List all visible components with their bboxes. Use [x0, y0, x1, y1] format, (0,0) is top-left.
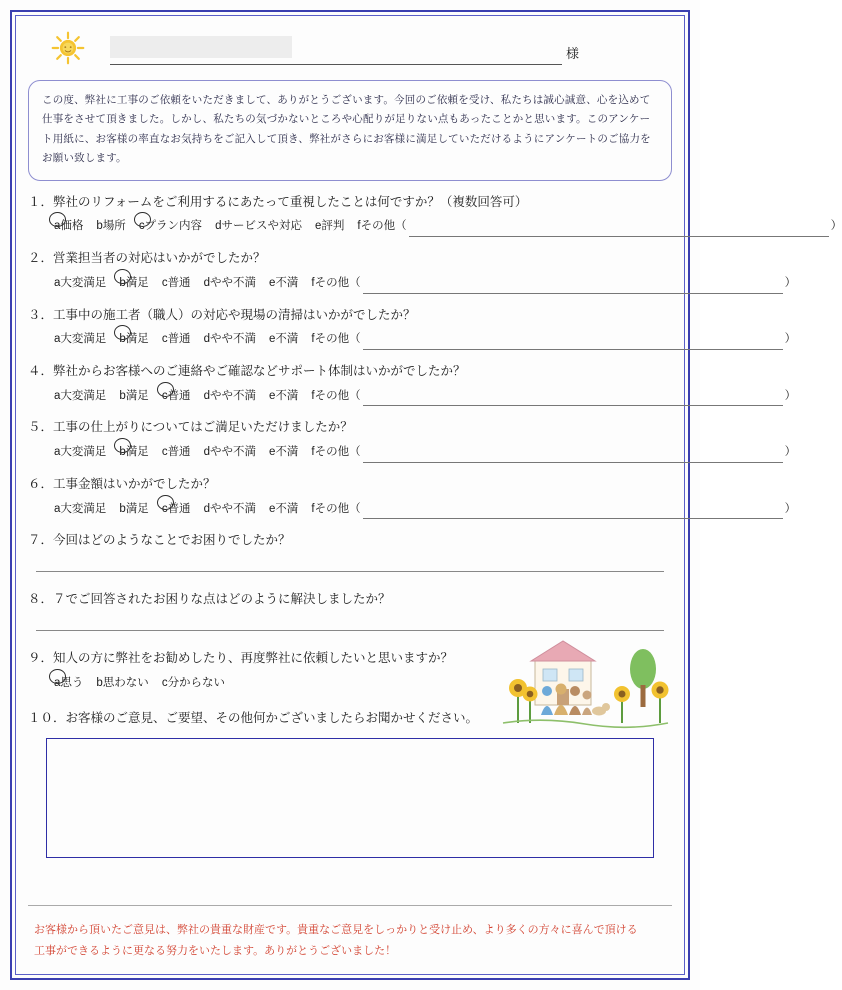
choice-4-b[interactable]: [119, 386, 148, 407]
choice-mark: a: [54, 389, 61, 402]
choice-label: 大変満足: [60, 333, 107, 346]
question-title-6: [28, 475, 672, 494]
choice-mark: b: [119, 273, 125, 294]
question-number-5: ５．: [28, 420, 54, 435]
choices-5: [28, 442, 797, 463]
choice-label: 満足: [125, 276, 149, 289]
choice-mark: d: [203, 502, 210, 515]
choice-1-other[interactable]: [357, 216, 842, 237]
choice-mark: c: [161, 333, 168, 346]
choice-label: 大変満足: [60, 446, 107, 459]
choice-label: 思う: [60, 676, 84, 689]
choice-mark: d: [203, 389, 210, 402]
choice-mark: d: [215, 220, 222, 233]
choice-3-b[interactable]: [119, 329, 148, 350]
choice-mark: b: [119, 502, 126, 515]
question-block-3: [28, 306, 797, 350]
choice-6-other[interactable]: [311, 499, 796, 520]
choice-label: 大変満足: [60, 389, 107, 402]
choice-label: やや不満: [209, 276, 256, 289]
choice-5-e[interactable]: [269, 442, 298, 463]
question-block-10: [28, 709, 672, 858]
question-text-6: 工事金額はいかがでしたか？: [53, 476, 216, 491]
choice-label: その他（: [360, 220, 407, 233]
choice-2-a[interactable]: [54, 273, 106, 294]
choice-2-c[interactable]: [162, 273, 191, 294]
choice-1-b[interactable]: [96, 216, 125, 237]
choice-1-e[interactable]: [315, 216, 344, 237]
choice-mark: f: [311, 446, 315, 459]
choice-5-other[interactable]: [311, 442, 796, 463]
question-title-4: [28, 362, 672, 381]
comment-textarea[interactable]: [46, 738, 654, 858]
name-suffix-label: 様: [566, 46, 580, 61]
choice-mark: b: [96, 676, 103, 689]
choice-4-e[interactable]: [269, 386, 298, 407]
choice-mark: c: [161, 276, 168, 289]
choice-label: 普通: [167, 333, 191, 346]
choice-mark: d: [203, 333, 210, 346]
question-text-8: ７でご回答されたお困りな点はどのように解決しましたか？: [53, 592, 391, 607]
choice-label: 満足: [125, 333, 149, 346]
choice-9-c[interactable]: [162, 673, 225, 694]
choice-mark: e: [268, 333, 276, 346]
header: [28, 28, 672, 74]
page-content: [28, 28, 842, 964]
choice-mark: f: [311, 333, 315, 346]
question-block-5: [28, 418, 797, 462]
choice-mark: e: [268, 446, 276, 459]
choice-label: 不満: [275, 389, 299, 402]
choice-label: 満足: [125, 446, 149, 459]
choice-2-d[interactable]: [204, 273, 256, 294]
choice-5-d[interactable]: [204, 442, 256, 463]
choice-label: 大変満足: [60, 502, 107, 515]
question-text-7: 今回はどのようなことでお困りでしたか？: [53, 533, 291, 548]
footer-message: [28, 920, 672, 962]
footer-divider: [28, 905, 672, 906]
choice-4-c[interactable]: [162, 386, 191, 407]
choice-3-e[interactable]: [269, 329, 298, 350]
choice-mark: c: [162, 499, 168, 520]
choice-close: ）: [830, 220, 842, 233]
customer-name-field[interactable]: [110, 36, 292, 58]
choice-label: 普通: [167, 276, 191, 289]
choice-6-b[interactable]: [119, 499, 148, 520]
choice-close: ）: [784, 333, 797, 346]
choice-mark: a: [54, 276, 61, 289]
choice-label: 普通: [167, 446, 191, 459]
footer-line-2: 工事ができるように更なる努力をいたします。ありがとうございました！: [34, 945, 397, 958]
choice-close: ）: [784, 276, 797, 289]
choice-label: 普通: [167, 389, 191, 402]
choices-4: [28, 386, 797, 407]
choice-mark: c: [162, 386, 168, 407]
choice-2-other[interactable]: [311, 273, 796, 294]
choice-label: その他（: [314, 446, 361, 459]
choice-label: 不満: [275, 276, 299, 289]
choice-5-b[interactable]: [119, 442, 148, 463]
choice-3-other-input[interactable]: [363, 338, 783, 350]
question-number-6: ６．: [28, 476, 54, 491]
choice-6-other-input[interactable]: [363, 507, 783, 519]
choice-label: 大変満足: [60, 276, 107, 289]
question-text-1: 弊社のリフォームをご利用するにあたって重視したことは何ですか？（複数回答可）: [53, 194, 528, 209]
choice-label: その他（: [314, 389, 361, 402]
choice-close: ）: [784, 389, 797, 402]
choice-4-other[interactable]: [311, 386, 796, 407]
choice-label: 満足: [125, 389, 149, 402]
choice-mark: e: [268, 276, 276, 289]
choice-mark: a: [54, 446, 61, 459]
question-text-3: 工事中の施工者（職人）の対応や現場の清掃はいかがでしたか？: [53, 307, 416, 322]
choice-6-c[interactable]: [162, 499, 191, 520]
choice-mark: b: [96, 220, 103, 233]
choice-mark: c: [161, 676, 168, 689]
question-number-7: ７．: [28, 533, 54, 548]
choice-mark: e: [314, 220, 322, 233]
answer-input-8[interactable]: [36, 629, 664, 631]
choice-mark: c: [139, 216, 145, 237]
choice-4-other-input[interactable]: [363, 394, 783, 406]
choice-3-a[interactable]: [54, 329, 106, 350]
question-block-9: [28, 649, 672, 693]
choices-3: [28, 329, 797, 350]
choice-3-other[interactable]: [311, 329, 796, 350]
choice-1-other-input[interactable]: [409, 225, 829, 237]
choice-label: その他（: [314, 276, 361, 289]
choice-3-d[interactable]: [204, 329, 256, 350]
choice-label: その他（: [314, 502, 361, 515]
choice-1-d[interactable]: [215, 216, 302, 237]
question-title-2: [28, 249, 672, 268]
question-title-8: [28, 590, 672, 609]
question-block-8: [28, 590, 672, 631]
choice-6-e[interactable]: [269, 499, 298, 520]
choice-2-b[interactable]: [119, 273, 148, 294]
choice-label: 不満: [275, 502, 299, 515]
choice-mark: b: [119, 442, 125, 463]
answer-input-7[interactable]: [36, 570, 664, 572]
choice-mark: f: [311, 276, 315, 289]
choice-label: その他（: [314, 333, 361, 346]
sun-icon: [50, 30, 86, 66]
intro-text-box: この度、弊社に工事のご依頼をいただきまして、ありがとうございます。今回のご依頼を受け、私たちは誠心誠意、心を込めて仕事をさせて頂きました。しかし、私たちの気づかないところや心配りが足りない点もあったことかと思います。このアンケート用紙に、お客様の率直なお気持ちをご記入して頂き、弊社がさらにお客様に満足していただけるようにアンケートのご協力をお願い致します。: [28, 80, 672, 181]
choice-label: 評判: [321, 220, 345, 233]
question-text-2: 営業担当者の対応はいかがでしたか？: [53, 251, 266, 266]
choice-label: プラン内容: [144, 220, 203, 233]
choice-label: 価格: [60, 220, 84, 233]
footer-line-1: お客様から頂いたご意見は、弊社の貴重な財産です。貴重なご意見をしっかりと受け止め、より多くの方々に喜んで頂ける: [34, 924, 638, 937]
choice-2-e[interactable]: [269, 273, 298, 294]
question-block-7: [28, 531, 672, 572]
choice-mark: c: [161, 446, 168, 459]
question-number-4: ４．: [28, 364, 54, 378]
choice-6-d[interactable]: [204, 499, 256, 520]
question-title-3: [28, 306, 672, 325]
question-number-1: １．: [28, 194, 54, 209]
choice-label: やや不満: [209, 502, 256, 515]
choice-label: 不満: [275, 446, 299, 459]
question-block-1: [28, 193, 842, 237]
choice-mark: b: [119, 329, 125, 350]
choice-mark: a: [54, 333, 61, 346]
choice-mark: d: [203, 446, 210, 459]
choice-5-other-input[interactable]: [363, 451, 783, 463]
choice-1-c[interactable]: [139, 216, 202, 237]
choice-5-a[interactable]: [54, 442, 106, 463]
question-text-5: 工事の仕上がりについてはご満足いただけましたか？: [53, 420, 353, 435]
question-block-2: [28, 249, 797, 293]
choice-2-other-input[interactable]: [363, 282, 783, 294]
choice-close: ）: [784, 446, 797, 459]
choice-mark: f: [357, 220, 361, 233]
choice-5-c[interactable]: [162, 442, 191, 463]
question-title-5: [28, 418, 672, 437]
choices-1: [28, 216, 842, 237]
choice-label: 思わない: [102, 676, 149, 689]
choice-label: 普通: [167, 502, 191, 515]
choice-mark: b: [119, 389, 126, 402]
choice-label: 満足: [125, 502, 149, 515]
question-text-9: 知人の方に弊社をお勧めしたり、再度弊社に依頼したいと思いますか？: [53, 650, 454, 665]
choice-label: サービスや対応: [221, 220, 302, 233]
question-text-4: 弊社からお客様へのご連絡やご確認などサポート体制はいかがでしたか？: [53, 364, 466, 378]
choice-6-a[interactable]: [54, 499, 106, 520]
choice-3-c[interactable]: [162, 329, 191, 350]
customer-name-underline: [110, 64, 562, 65]
question-number-10: １０．: [28, 711, 66, 726]
choice-9-a[interactable]: [54, 673, 83, 694]
choice-mark: f: [311, 389, 315, 402]
choices-9: [28, 673, 672, 694]
choice-close: ）: [784, 502, 797, 515]
question-text-10: お客様のご意見、ご要望、その他何かございましたらお聞かせください。: [65, 711, 479, 726]
choice-label: 不満: [275, 333, 299, 346]
choice-mark: d: [203, 276, 210, 289]
choice-mark: f: [311, 502, 315, 515]
question-title-7: [28, 531, 672, 550]
choice-label: 分からない: [167, 676, 226, 689]
question-number-2: ２．: [28, 251, 54, 266]
choice-label: やや不満: [209, 333, 256, 346]
choice-1-a[interactable]: [54, 216, 83, 237]
choice-mark: a: [54, 216, 60, 237]
question-number-9: ９．: [28, 650, 54, 665]
choice-label: やや不満: [209, 446, 256, 459]
choice-mark: a: [54, 502, 61, 515]
question-block-6: [28, 475, 797, 519]
question-number-8: ８．: [28, 592, 54, 607]
choice-4-a[interactable]: [54, 386, 106, 407]
choice-mark: a: [54, 673, 60, 694]
question-number-3: ３．: [28, 307, 54, 322]
question-title-1: [28, 193, 672, 212]
choices-6: [28, 499, 797, 520]
choices-2: [28, 273, 797, 294]
choice-label: 場所: [102, 220, 126, 233]
question-block-4: [28, 362, 797, 406]
choice-mark: e: [268, 502, 276, 515]
choice-mark: e: [268, 389, 276, 402]
choice-4-d[interactable]: [204, 386, 256, 407]
choice-9-b[interactable]: [96, 673, 148, 694]
choice-label: やや不満: [209, 389, 256, 402]
